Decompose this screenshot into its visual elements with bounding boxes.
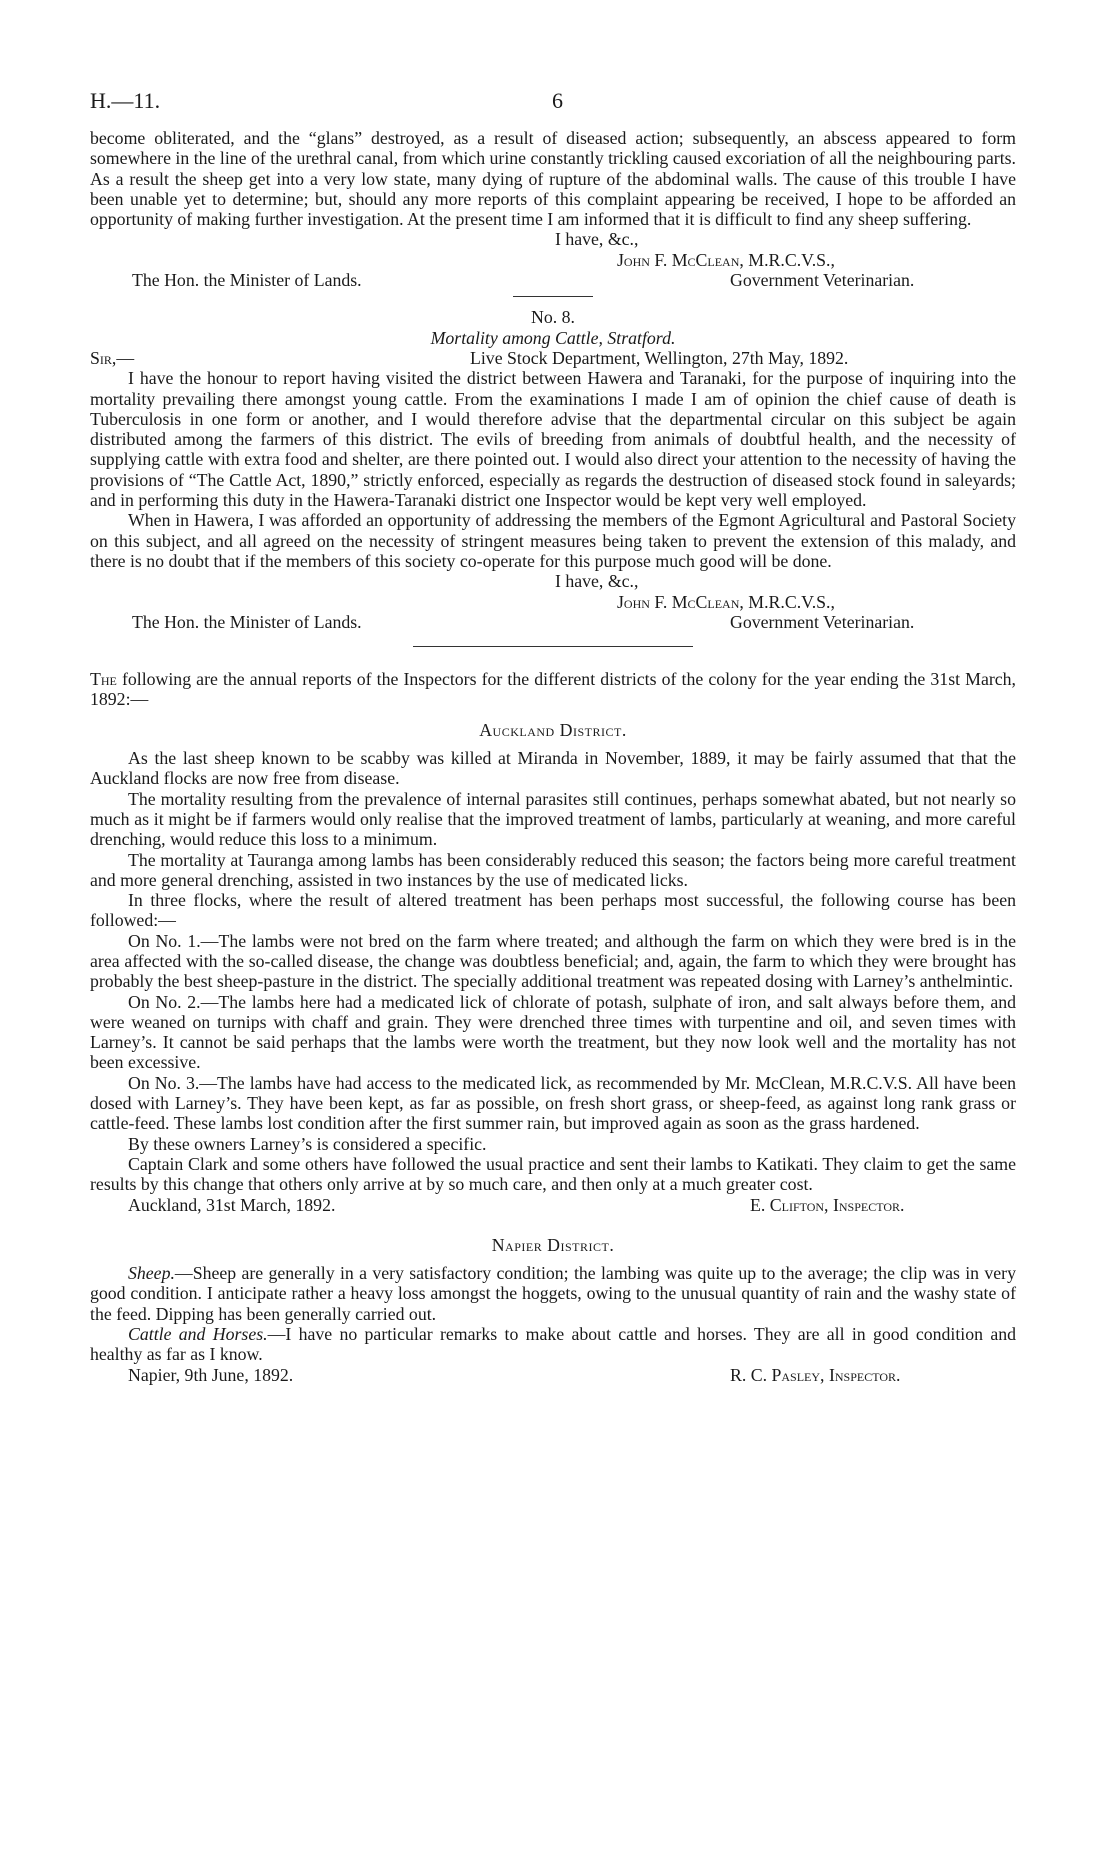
report-paragraph: On No. 2.—The lambs here had a medicated lick of chlorate of potash, sulphate of iron, and salt always before them, and were weaned on turnips with chaff and grain. They were drenched three times with turpentine and oil, and seven times with Larney’s. It cannot be said perhaps that the lambs were worth the treatment, but they now look well and the mortality has not been excessive. xyxy=(90,991,1016,1073)
intro-paragraph xyxy=(90,669,1016,710)
signoff-line-3 xyxy=(90,612,1016,632)
addressee: The Hon. the Minister of Lands. xyxy=(132,611,362,632)
place-date: Napier, 9th June, 1892. xyxy=(128,1364,294,1385)
cattle-text: —I have no particular remarks to make about cattle and horses. They are all in good condition and healthy as far as I know. xyxy=(90,1324,1016,1365)
dateline: Live Stock Department, Wellington, 27th May, 1892. xyxy=(470,347,849,368)
signoff-line-2 xyxy=(90,592,1016,612)
page-header xyxy=(90,88,1016,128)
signatory-title: Government Veterinarian. xyxy=(730,611,915,632)
inspector-signature: E. Clifton, Inspector. xyxy=(750,1194,905,1215)
report-paragraph: By these owners Larney’s is considered a specific. xyxy=(128,1133,487,1154)
cattle-label: Cattle and Horses. xyxy=(128,1324,268,1345)
letter-subject: Mortality among Cattle, Stratford. xyxy=(430,327,676,348)
continued-paragraph: become obliterated, and the “glans” destroyed, as a result of diseased action; subsequently, an abscess appeared to form somewhere in the line of the urethral canal, from which urine constantly trickling caused excoriation of all the neighbouring parts. As a result the sheep get into a very low state, many dying of rupture of the abdominal walls. The cause of this trouble I have been unable yet to determine; but, should any more reports of this complaint appearing be received, I hope to be afforded an opportunity of making further investigation. At the present time I am informed that it is difficult to find any sheep suffering. xyxy=(90,128,1016,230)
salutation: Sir,— xyxy=(90,347,135,368)
sheep-text: —Sheep are generally in a very satisfactory condition; the lambing was quite up to the average; the clip was in very good condition. I anticipate rather a heavy loss amongst the hoggets, owing to the unusual quantity of rain and the washy state of the feed. Dipping has been generally carried out. xyxy=(90,1263,1016,1324)
signoff-line-2 xyxy=(90,250,1016,270)
auckland-signoff xyxy=(90,1195,1016,1215)
sheep-label: Sheep. xyxy=(128,1263,175,1284)
signatory-name: John F. McClean, M.R.C.V.S., xyxy=(617,249,835,270)
letter-paragraph: I have the honour to report having visited the district between Hawera and Taranaki, for the purpose of inquiring into the mortality prevailing there amongst young cattle. From the examinations I made I am of opinion the chief cause of death is Tuberculosis in one form or another, and I would therefore advise that the departmental circular on this subject be again distributed among the farmers of this district. The evils of breeding from animals of doubtful health, and the necessity of supplying cattle with extra food and shelter, are there pointed out. I would also direct your attention to the necessity of having the provisions of “The Cattle Act, 1890,” strictly enforced, especially as regards the destruction of diseased stock found in saleyards; and in performing this duty in the Hawera-Taranaki district one Inspector would be kept very well employed. xyxy=(90,368,1016,511)
addressee: The Hon. the Minister of Lands. xyxy=(132,270,362,291)
i-have: I have, &c., xyxy=(555,571,639,592)
signoff-line-1 xyxy=(90,229,1016,249)
document-page xyxy=(90,88,1016,1385)
inspector-signature: R. C. Pasley, Inspector. xyxy=(730,1364,901,1385)
report-paragraph: On No. 3.—The lambs have had access to the medicated lick, as recommended by Mr. McClean, M.R.C.V.S. All have been dosed with Larney’s. They have been kept, as far as possible, on fresh short grass, or sheep-feed, as against long rank grass or cattle-feed. These lambs lost condition after the first summer rain, but improved again as soon as the grass hardened. xyxy=(90,1072,1016,1134)
letter-number: No. 8. xyxy=(531,307,575,328)
report-paragraph: As the last sheep known to be scabby was killed at Miranda in November, 1889, it may be fairly assumed that that the Auckland flocks are now free from disease. xyxy=(90,748,1016,789)
signatory-title: Government Veterinarian. xyxy=(730,270,915,291)
intro-text: following are the annual reports of the Inspectors for the different districts of the colony for the year ending the 31st March, 1892:— xyxy=(90,669,1016,710)
section-divider xyxy=(413,646,693,647)
page-number: 6 xyxy=(552,88,563,113)
signoff-line-3 xyxy=(90,270,1016,290)
signatory-name: John F. McClean, M.R.C.V.S., xyxy=(617,591,835,612)
napier-heading: Napier District. xyxy=(491,1234,615,1255)
report-paragraph: In three flocks, where the result of altered treatment has been perhaps most successful, the following course has been followed:— xyxy=(90,890,1016,931)
report-paragraph xyxy=(90,1324,1016,1365)
intro-first-word: The xyxy=(90,669,117,690)
report-paragraph: The mortality resulting from the prevalence of internal parasites still continues, perhaps somewhat abated, but not nearly so much as it might be if farmers would only realise that the improved treatment of lambs, particularly at weaning, and more careful drenching, would reduce this loss to a minimum. xyxy=(90,788,1016,850)
auckland-heading: Auckland District. xyxy=(479,719,627,740)
napier-signoff xyxy=(90,1365,1016,1385)
document-code: H.—11. xyxy=(90,88,161,113)
salutation-line xyxy=(90,348,1016,368)
report-paragraph: Captain Clark and some others have followed the usual practice and sent their lambs to Katikati. They claim to get the same results by this change that others only arrive at by so much care, and then only at a much greater cost. xyxy=(90,1153,1016,1195)
report-paragraph: The mortality at Tauranga among lambs has been considerably reduced this season; the factors being more careful treatment and more general drenching, assisted in two instances by the use of medicated licks. xyxy=(90,849,1016,890)
place-date: Auckland, 31st March, 1892. xyxy=(128,1194,336,1215)
i-have: I have, &c., xyxy=(555,229,639,250)
divider xyxy=(513,296,593,297)
signoff-line-1 xyxy=(90,571,1016,591)
letter-paragraph: When in Hawera, I was afforded an opportunity of addressing the members of the Egmont Agricultural and Pastoral Society on this subject, and all agreed on the necessity of stringent measures being taken to prevent the extension of this malady, and there is no doubt that if the members of this society co-operate for this purpose much good will be done. xyxy=(90,510,1016,571)
report-paragraph: On No. 1.—The lambs were not bred on the farm where treated; and although the farm on which they were bred is in the area affected with the so-called disease, the change was doubtless beneficial; and, again, the farm to which they were brought has probably the best sheep-pasture in the district. The specially additional treatment was repeated dosing with Larney’s anthelmintic. xyxy=(90,930,1016,992)
report-paragraph xyxy=(90,1263,1016,1324)
